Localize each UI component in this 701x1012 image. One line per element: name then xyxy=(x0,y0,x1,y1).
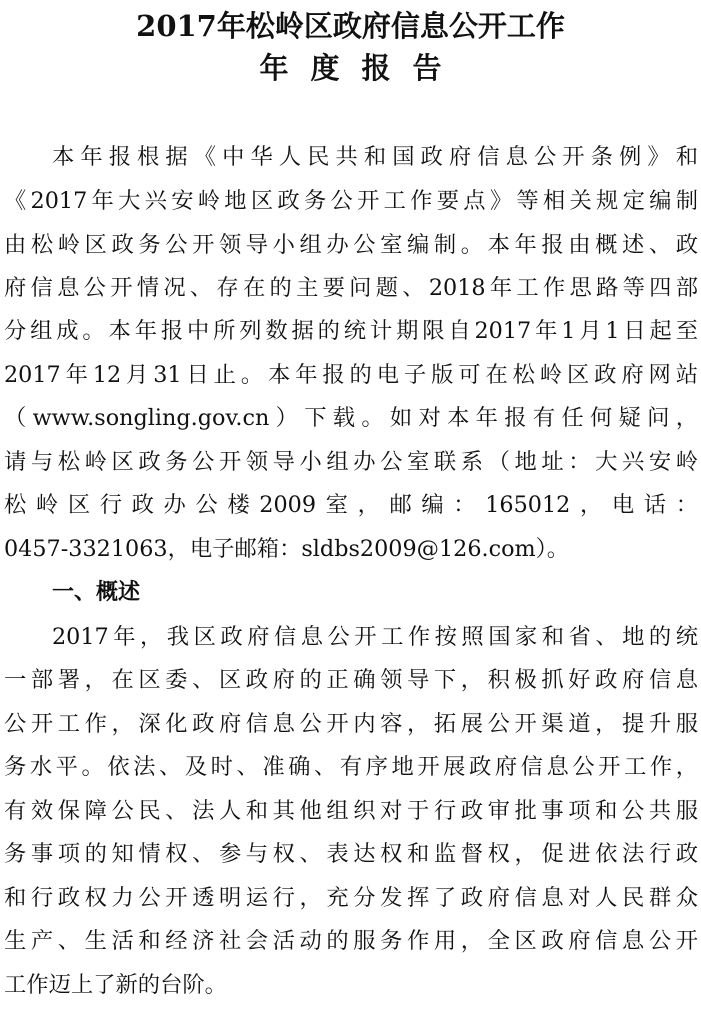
report-subtitle: 年度报告 xyxy=(259,51,464,85)
intro-line: 《2017年大兴安岭地区政务公开工作要点》等相关规定编制 xyxy=(4,188,698,214)
intro-line: 0457-3321063，电子邮箱：sldbs2009@126.com）。 xyxy=(4,536,570,562)
section-line: 务水平。依法、及时、准确、有序地开展政府信息公开工作， xyxy=(4,754,698,780)
intro-line: 松岭区行政办公楼2009室，邮编：165012，电话： xyxy=(4,492,698,518)
intro-line: 请与松岭区政务公开领导小组办公室联系（地址：大兴安岭 xyxy=(4,449,698,475)
section-line: 生产、生活和经济社会活动的服务作用，全区政府信息公开 xyxy=(4,928,698,954)
intro-line: 分组成。本年报中所列数据的统计期限自2017年1月1日起至 xyxy=(4,318,698,344)
section-line: 2017年，我区政府信息公开工作按照国家和省、地的统 xyxy=(52,624,698,650)
section-line: 有效保障公民、法人和其他组织对于行政审批事项和公共服 xyxy=(4,798,698,824)
intro-line: 府信息公开情况、存在的主要问题、2018年工作思路等四部 xyxy=(4,275,698,301)
section-line: 工作迈上了新的台阶。 xyxy=(4,972,227,998)
report-title: 2017年松岭区政府信息公开工作 xyxy=(136,9,565,43)
section-line: 公开工作，深化政府信息公开内容，拓展公开渠道，提升服 xyxy=(4,711,698,737)
intro-line: （www.songling.gov.cn）下载。如对本年报有任何疑问， xyxy=(4,405,698,431)
section-heading: 一、概述 xyxy=(52,580,141,605)
section-line: 和行政权力公开透明运行，充分发挥了政府信息对人民群众 xyxy=(4,885,698,911)
section-line: 一部署，在区委、区政府的正确领导下，积极抓好政府信息 xyxy=(4,667,698,693)
intro-line: 2017年12月31日止。本年报的电子版可在松岭区政府网站 xyxy=(4,362,698,388)
section-line: 务事项的知情权、参与权、表达权和监督权，促进依法行政 xyxy=(4,841,698,867)
intro-line: 本年报根据《中华人民共和国政府信息公开条例》和 xyxy=(52,144,698,170)
intro-line: 由松岭区政务公开领导小组办公室编制。本年报由概述、政 xyxy=(4,232,698,258)
